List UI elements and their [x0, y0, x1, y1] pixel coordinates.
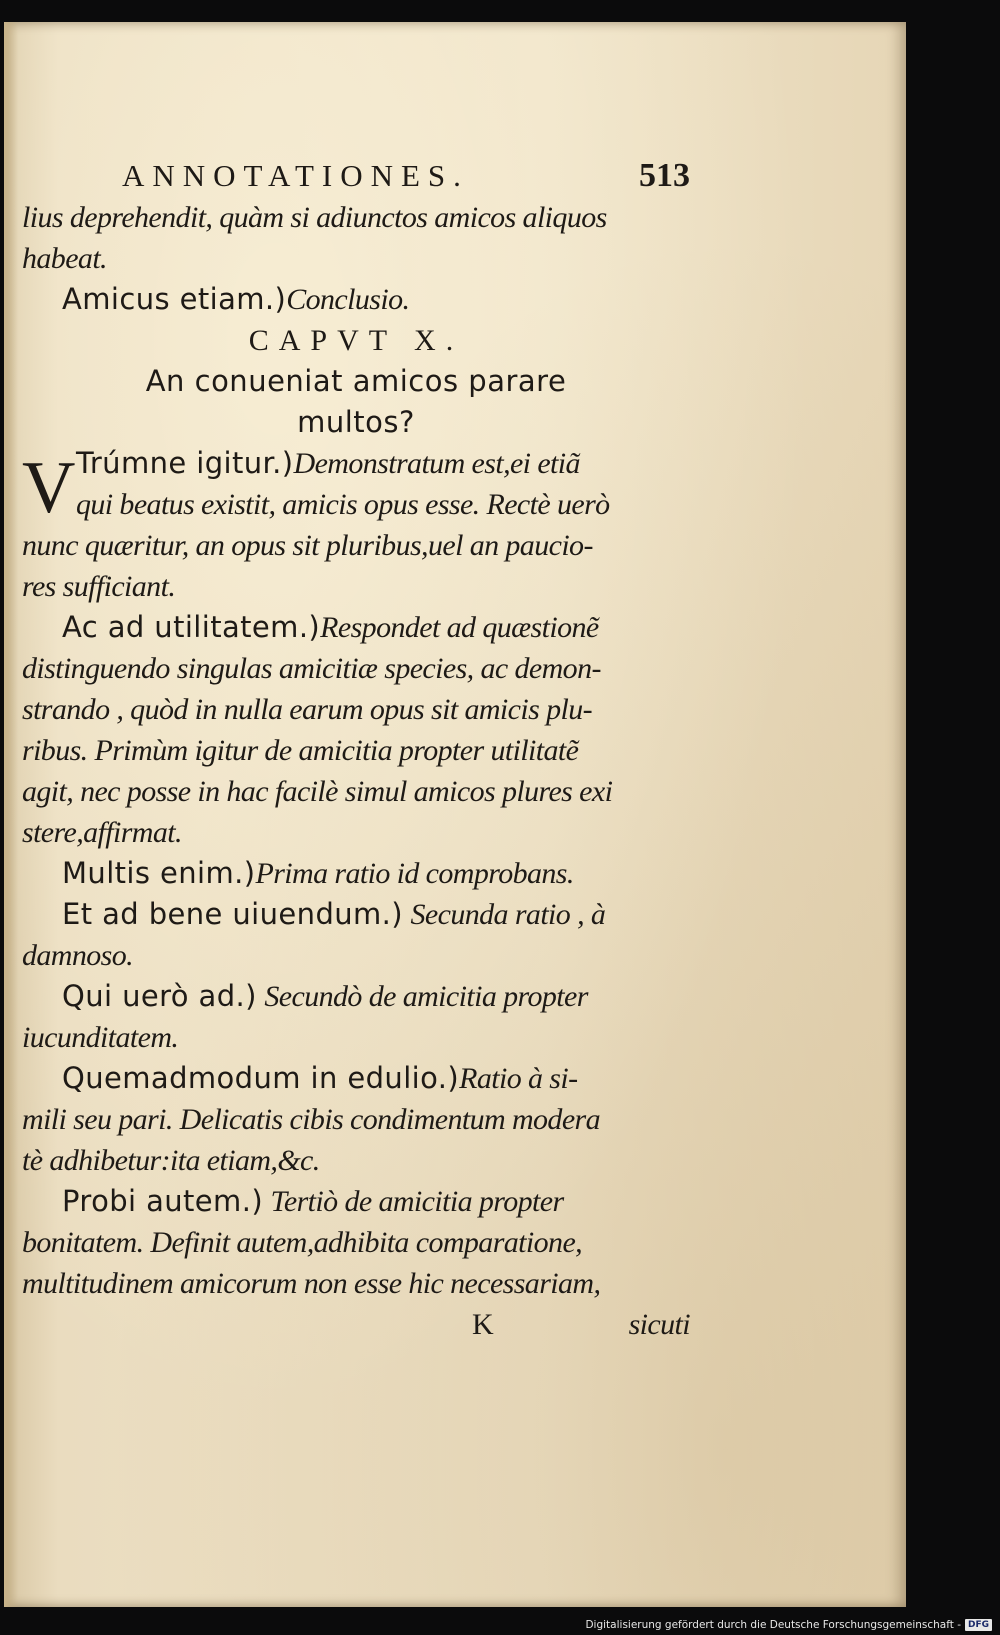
commentary: Secunda ratio , à — [410, 898, 606, 931]
text-line: habeat. — [22, 242, 107, 275]
digitization-credit — [585, 1619, 992, 1631]
commentary: Tertiò de amicitia propter — [270, 1185, 564, 1218]
chapter-heading-line-2: multos? — [297, 405, 415, 439]
text-line — [22, 853, 690, 894]
lemma: Et ad bene uiuendum.) — [62, 897, 404, 931]
text-line: bonitatem. Definit autem,adhibita comparatione, — [22, 1226, 583, 1259]
text-line — [22, 279, 690, 320]
commentary: Prima ratio id comprobans. — [255, 857, 574, 890]
commentary: Secundò de amicitia propter — [264, 980, 588, 1013]
page-text — [22, 155, 690, 1345]
text-line: strando , quòd in nulla earum opus sit amicis plu- — [22, 693, 593, 726]
text-line: stere,affirmat. — [22, 816, 182, 849]
text-line — [22, 443, 690, 484]
text-line — [22, 607, 690, 648]
lemma: Quemadmodum in edulio.) — [62, 1061, 460, 1095]
lemma: Trúmne igitur.) — [76, 446, 294, 480]
text-line — [22, 894, 690, 935]
text-line: mili seu pari. Delicatis cibis condimentum modera — [22, 1103, 601, 1136]
text-line: res sufficiant. — [22, 570, 176, 603]
book-page — [4, 22, 906, 1607]
chapter-heading-line-1: An conueniat amicos parare — [145, 364, 567, 398]
text-line: agit, nec posse in hac facilè simul amicos plures exi — [22, 775, 613, 808]
page-number: 513 — [639, 157, 690, 194]
page-gutter-shadow — [4, 22, 18, 1607]
running-head-title: ANNOTATIONES. — [122, 158, 469, 193]
running-head — [22, 155, 690, 197]
chapter-title: CAPVT X. — [248, 324, 464, 357]
text-line — [22, 1058, 690, 1099]
commentary: Conclusio. — [286, 283, 410, 316]
commentary: Demonstratum est,ei etiã — [293, 447, 580, 480]
signature-mark: K — [472, 1308, 494, 1341]
drop-cap: V — [22, 447, 76, 529]
commentary: Ratio à si- — [459, 1062, 578, 1095]
lemma: Amicus etiam.) — [62, 282, 287, 316]
catchword: sicuti — [628, 1308, 690, 1341]
text-line: damnoso. — [22, 939, 134, 972]
lemma: Qui uerò ad.) — [62, 979, 257, 1013]
text-line: multitudinem amicorum non esse hic necessariam, — [22, 1267, 601, 1300]
lemma: Multis enim.) — [62, 856, 256, 890]
lemma: Probi autem.) — [62, 1184, 264, 1218]
text-line: qui beatus existit, amicis opus esse. Rectè uerò — [76, 488, 610, 521]
text-line — [22, 976, 690, 1017]
text-line: iucunditatem. — [22, 1021, 179, 1054]
text-line — [22, 1181, 690, 1222]
dfg-logo: DFG — [965, 1619, 992, 1631]
text-line: lius deprehendit, quàm si adiunctos amicos aliquos — [22, 201, 607, 234]
text-line: distinguendo singulas amicitiæ species, ac demon- — [22, 652, 601, 685]
lemma: Ac ad utilitatem.) — [62, 610, 321, 644]
opening-paragraph — [22, 443, 690, 529]
commentary: Respondet ad quæstionẽ — [320, 611, 599, 644]
text-line: ribus. Primùm igitur de amicitia propter utilitatẽ — [22, 734, 579, 767]
credit-text: Digitalisierung gefördert durch die Deutsche Forschungsgemeinschaft - — [585, 1619, 961, 1631]
text-line: tè adhibetur:ita etiam,&c. — [22, 1144, 320, 1177]
signature-line — [22, 1304, 690, 1345]
text-line: nunc quæritur, an opus sit pluribus,uel an paucio- — [22, 529, 593, 562]
